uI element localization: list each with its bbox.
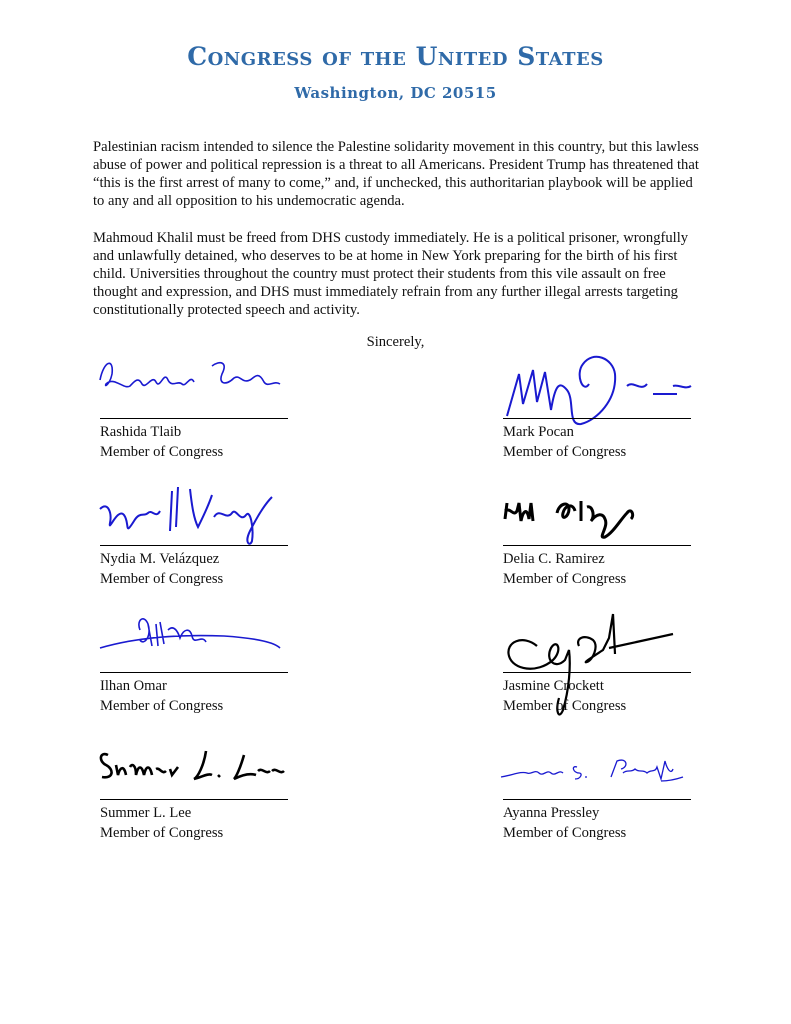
signature-block [503,483,693,603]
signatory-name: Delia C. Ramirez [503,551,605,567]
signatory-title: Member of Congress [100,571,224,587]
signatory-title: Member of Congress [503,444,627,460]
signature-line [503,418,691,419]
signatory-title: Member of Congress [100,444,224,460]
signature-line [100,672,288,673]
signature-delia-ramirez [497,467,697,557]
signatory-name: Jasmine Crockett [503,678,604,694]
signature-line [503,799,691,800]
signatory-title: Member of Congress [100,698,224,714]
signatory-title: Member of Congress [503,571,627,587]
signature-block [503,610,693,730]
signature-block [503,356,693,476]
signature-rashida-tlaib [94,340,294,420]
signatory-name: Mark Pocan [503,424,574,440]
signatory-title: Member of Congress [503,698,627,714]
signature-line [100,418,288,419]
signatory-name: Ilhan Omar [100,678,167,694]
signatory-title: Member of Congress [503,825,627,841]
signatory-name: Summer L. Lee [100,805,192,821]
signatory-name: Nydia M. Velázquez [100,551,220,567]
closing: Sincerely, [366,334,425,350]
signature-ilhan-omar [94,594,294,674]
letterhead-title: Congress of the United States [187,42,604,71]
body-paragraph: Mahmoud Khalil must be freed from DHS custody immediately. He is a political prisoner, wrongfully and unlawfully detained, who deserves to be at home in New York preparing for the birth of his first child. Universities throughout the country must protect their students from this vile assault on free thought and expression, and DHS must immediately refrain from any further illegal arrests targeting constitutionally protected speech and activity. [93,230,689,318]
body-paragraph: Palestinian racism intended to silence the Palestine solidarity movement in this country, but this lawless abuse of power and political repression is a threat to all Americans. President Trump has threatened that “this is the first arrest of many to come,” and, if unchecked, this authoritarian playbook will be applied to any and all opposition to his undemocratic agenda. [93,139,699,209]
signature-line [503,545,691,546]
signature-line [100,799,288,800]
letterhead-address: Washington, DC 20515 [294,84,497,102]
signature-line [503,672,691,673]
signature-ayanna-pressley [497,721,697,801]
signature-block [100,483,290,603]
signatory-name: Rashida Tlaib [100,424,182,440]
signatory-name: Ayanna Pressley [503,805,600,821]
signature-line [100,545,288,546]
signatory-title: Member of Congress [100,825,224,841]
signature-block [100,737,290,857]
signature-block [100,610,290,730]
signature-block [100,356,290,476]
signature-block [503,737,693,857]
signature-summer-lee [94,721,294,801]
